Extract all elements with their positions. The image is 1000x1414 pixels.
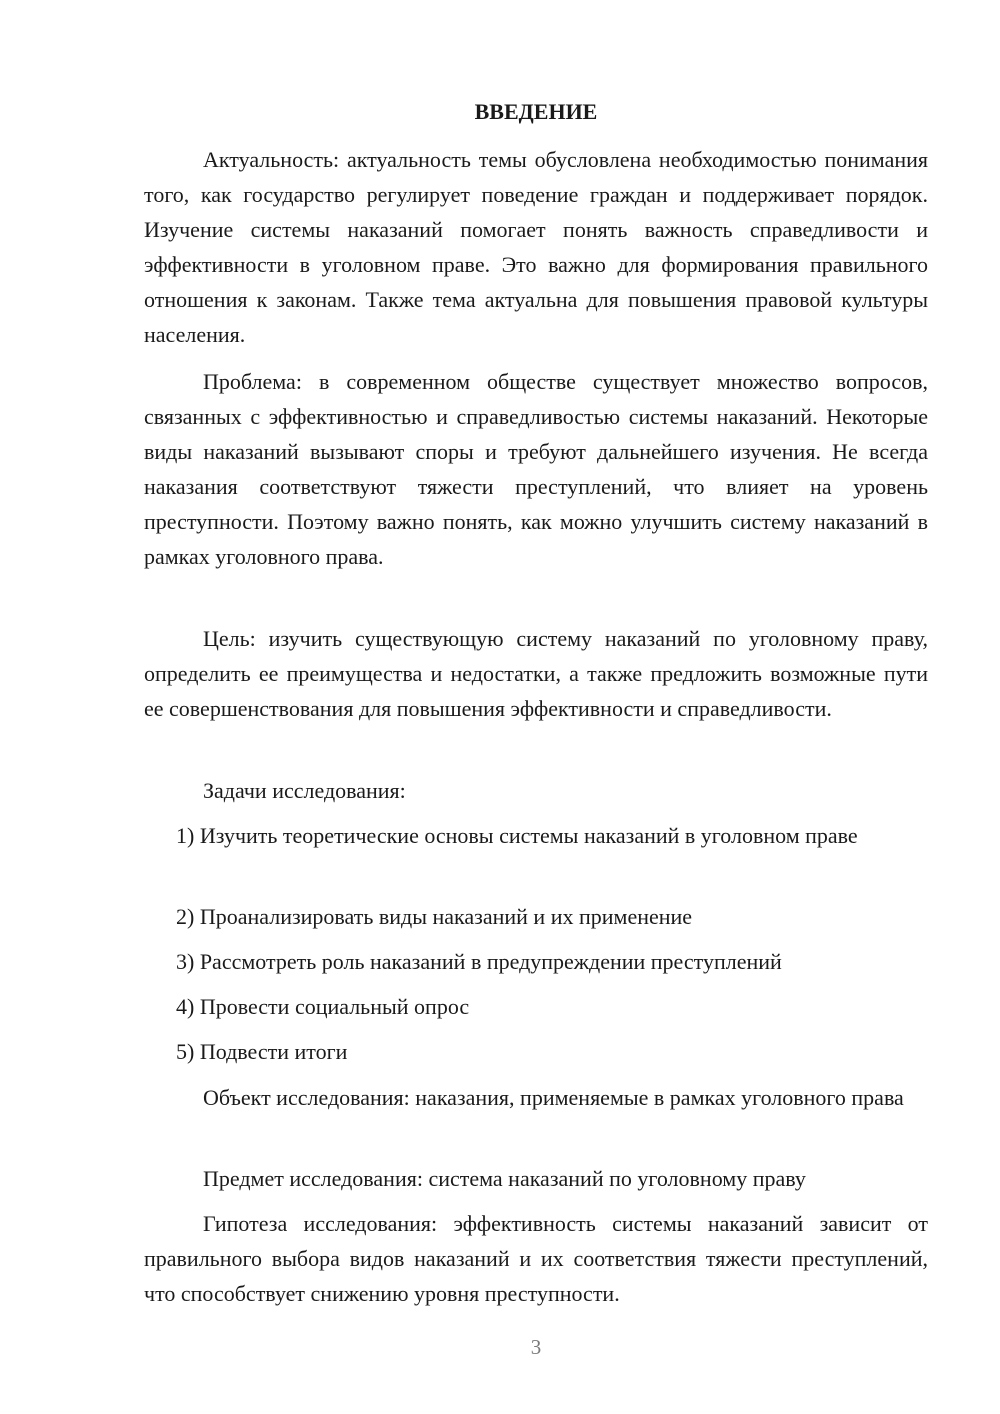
task-item-3: 3) Рассмотреть роль наказаний в предупреждении преступлений (176, 949, 782, 974)
relevance-paragraph: Актуальность: актуальность темы обусловлена необходимостью понимания того, как государство регулирует поведение граждан и поддерживает порядок. Изучение системы наказаний помогает понять важность справедливости и эффективности в уголовном праве. Это важно для формирования правильного отношения к законам. Также тема актуальна для повышения правовой культуры населения. (144, 147, 928, 347)
goal-paragraph: Цель: изучить существующую систему наказаний по уголовному праву, определить ее преимущества и недостатки, а также предложить возможные пути ее совершенствования для повышения эффективности и справедливости. (144, 626, 928, 721)
task-item-4: 4) Провести социальный опрос (176, 994, 470, 1019)
page-title: ВВЕДЕНИЕ (474, 99, 598, 124)
problem-paragraph: Проблема: в современном обществе существует множество вопросов, связанных с эффективностью и справедливостью системы наказаний. Некоторые виды наказаний вызывают споры и требуют дальнейшего изучения. Не всегда наказания соответствуют тяжести преступлений, что влияет на уровень преступности. Поэтому важно понять, как можно улучшить систему наказаний в рамках уголовного права. (144, 369, 928, 569)
page-number: 3 (530, 1335, 542, 1359)
hypothesis-paragraph: Гипотеза исследования: эффективность системы наказаний зависит от правильного выбора видов наказаний и их соответствия тяжести преступлений, что способствует снижению уровня преступности. (144, 1211, 928, 1306)
object-paragraph: Объект исследования: наказания, применяемые в рамках уголовного права (203, 1085, 904, 1110)
task-item-5: 5) Подвести итоги (176, 1039, 348, 1064)
tasks-heading: Задачи исследования: (203, 778, 406, 803)
subject-paragraph: Предмет исследования: система наказаний по уголовному праву (203, 1166, 806, 1191)
task-item-1: 1) Изучить теоретические основы системы наказаний в уголовном праве (176, 823, 858, 848)
task-item-2: 2) Проанализировать виды наказаний и их применение (176, 904, 693, 929)
